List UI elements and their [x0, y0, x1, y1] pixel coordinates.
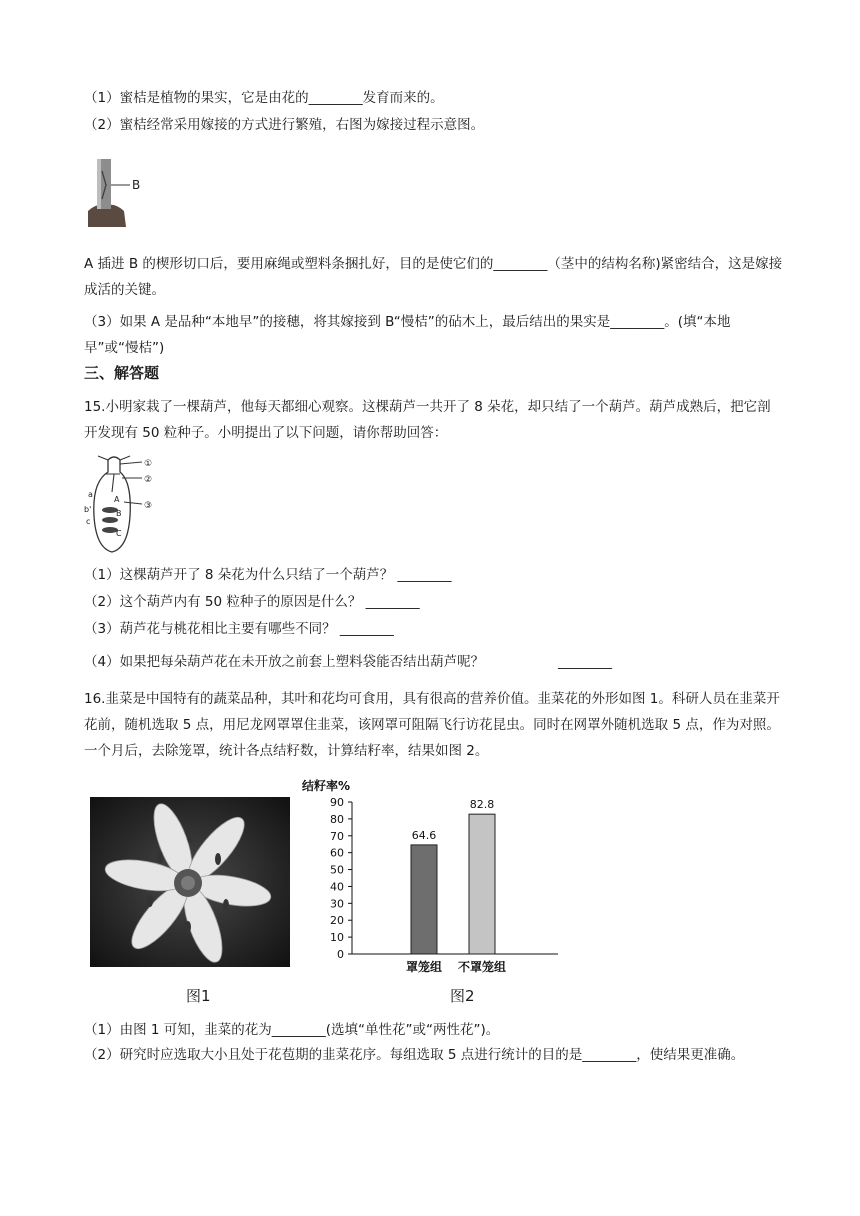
seed-set-bar-chart	[296, 774, 566, 986]
section-heading: 三、解答题	[84, 364, 160, 382]
y-tick-label: 40	[330, 880, 344, 894]
gourd-label-A: A	[114, 495, 120, 504]
q16-part1: （1）由图 1 可知，韭菜的花为________(选填“单性花”或“两性花”)。	[84, 1022, 500, 1038]
gourd-label-b: b'	[84, 505, 92, 514]
y-tick-label: 20	[330, 914, 344, 928]
bar-caged	[411, 845, 437, 954]
q14-part1: （1）蜜桔是植物的果实，它是由花的________发育而来的。	[84, 90, 444, 106]
gourd-label-3: ③	[144, 501, 153, 511]
chart-ylabel: 结籽率%	[302, 779, 351, 793]
category-label: 罩笼组	[405, 960, 443, 974]
q14-part2: （2）蜜桔经常采用嫁接的方式进行繁殖，右图为嫁接过程示意图。	[84, 117, 485, 133]
grafting-label-b: B	[132, 178, 141, 192]
chive-flower-photo	[90, 797, 290, 967]
grafting-diagram	[84, 155, 154, 227]
q14-part2-continued: A 插进 B 的楔形切口后，要用麻绳或塑料条捆扎好，目的是使它们的________（茎中的结构名称)紧密结合，这是嫁接成活的关键。	[84, 256, 783, 298]
gourd-flower-diagram	[84, 452, 174, 558]
gourd-label-2: ②	[144, 475, 153, 485]
y-tick-label: 50	[330, 863, 344, 877]
y-tick-label: 90	[330, 796, 344, 809]
y-tick-label: 10	[330, 931, 344, 945]
bar-value-label: 82.8	[469, 798, 495, 812]
q14-part3: （3）如果 A 是品种“本地早”的接穗，将其嫁接到 B“慢桔”的砧木上，最后结出的果实是________。(填“本地早”或“慢桔”)	[84, 314, 731, 356]
y-tick-label: 70	[330, 829, 344, 843]
q15-part3: （3）葫芦花与桃花相比主要有哪些不同？ ________	[84, 621, 394, 637]
y-tick-label: 0	[337, 948, 344, 961]
q15-part4-blank: ________	[558, 654, 612, 670]
figure1-caption: 图1	[186, 987, 211, 1005]
q15-stem: 15.小明家栽了一棵葫芦，他每天都细心观察。这棵葫芦一共开了 8 朵花，却只结了一个葫芦。葫芦成熟后，把它剖开发现有 50 粒种子。小明提出了以下问题，请你帮助回答：	[84, 399, 771, 441]
gourd-label-a: a	[88, 490, 93, 499]
y-tick-label: 80	[330, 812, 344, 826]
bar-value-label: 64.6	[411, 828, 437, 842]
gourd-label-C: C	[116, 529, 122, 538]
y-tick-label: 30	[330, 897, 344, 911]
y-tick-label: 60	[330, 846, 344, 860]
q15-part4: （4）如果把每朵葫芦花在未开放之前套上塑料袋能否结出葫芦呢？	[84, 654, 485, 670]
q15-part2: （2）这个葫芦内有 50 粒种子的原因是什么？ ________	[84, 594, 420, 610]
q16-part2: （2）研究时应选取大小且处于花苞期的韭菜花序。每组选取 5 点进行统计的目的是________，使结果更准确。	[84, 1047, 745, 1063]
figure2-caption: 图2	[450, 987, 475, 1005]
q15-part1: （1）这棵葫芦开了 8 朵花为什么只结了一个葫芦？ ________	[84, 567, 452, 583]
gourd-label-1: ①	[144, 459, 153, 469]
bar-uncaged	[469, 814, 495, 954]
q16-stem: 16.韭菜是中国特有的蔬菜品种，其叶和花均可食用，具有很高的营养价值。韭菜花的外形如图 1。科研人员在韭菜开花前，随机选取 5 点，用尼龙网罩罩住韭菜，该网罩可阻隔飞行访花昆虫。同时在网罩外随机选取 5 点，作为对照。一个月后，去除笼罩，统计各点结籽数，计算结籽率，结果如图 2。	[84, 691, 780, 759]
gourd-label-c: c	[86, 517, 91, 526]
gourd-label-B: B	[116, 509, 122, 518]
category-label: 不罩笼组	[457, 960, 507, 974]
